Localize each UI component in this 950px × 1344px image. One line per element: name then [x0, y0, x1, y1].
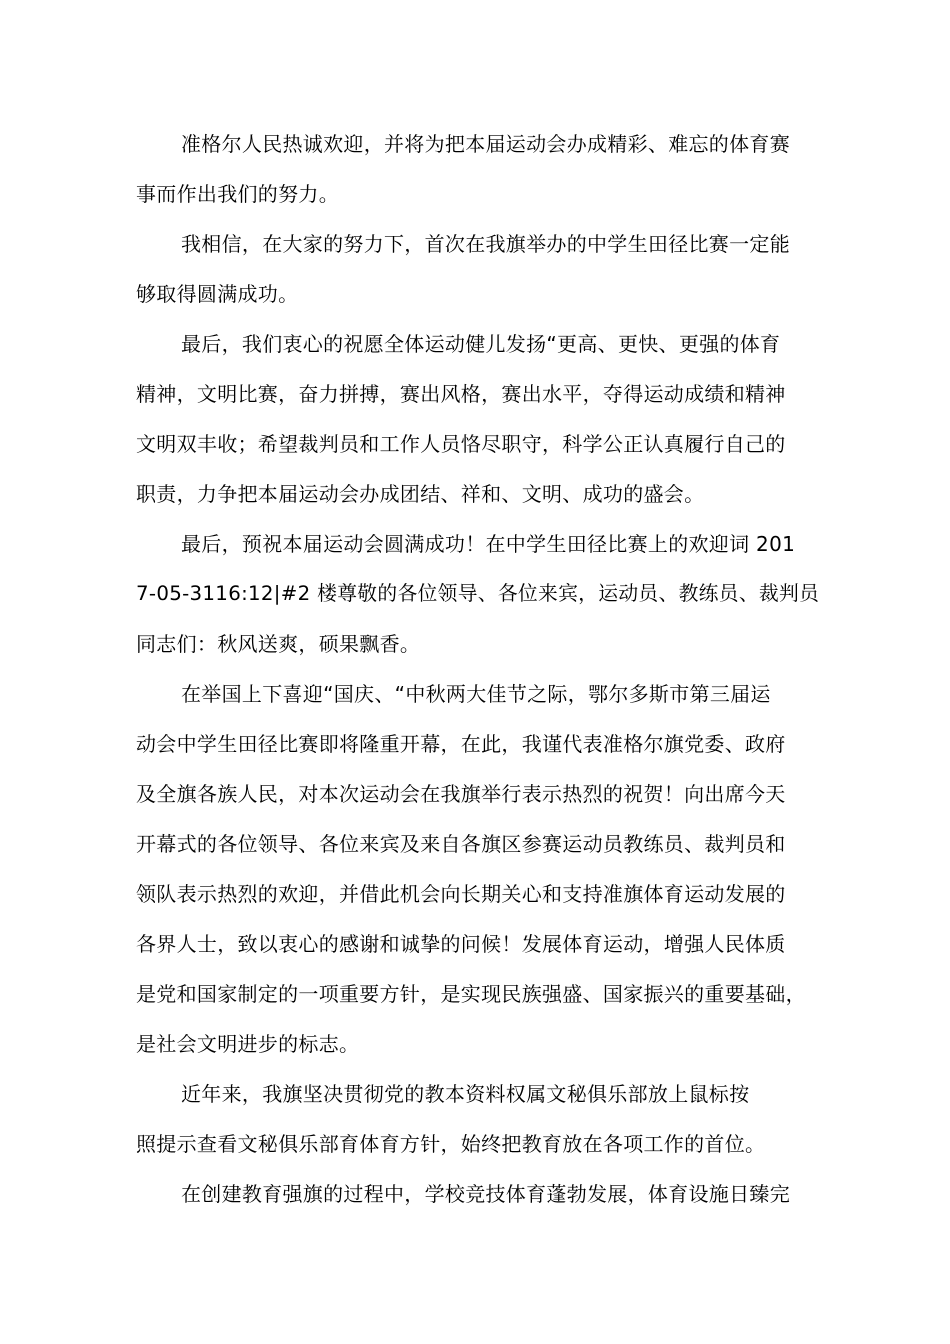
text-line: 是党和国家制定的一项重要方针，是实现民族强盛、国家振兴的重要基础， [136, 982, 806, 1006]
text-line: 领队表示热烈的欢迎，并借此机会向长期关心和支持准旗体育运动发展的 [136, 882, 786, 906]
text-line: 我相信，在大家的努力下，首次在我旗举办的中学生田径比赛一定能 [181, 232, 790, 256]
text-line: 照提示查看文秘俱乐部育体育方针，始终把教育放在各项工作的首位。 [136, 1132, 766, 1156]
text-line: 各界人士，致以衷心的感谢和诚挚的问候！发展体育运动，增强人民体质 [136, 932, 786, 956]
text-line: 在创建教育强旗的过程中，学校竞技体育蓬勃发展，体育设施日臻完 [181, 1182, 790, 1206]
text-line: 最后，预祝本届运动会圆满成功！在中学生田径比赛上的欢迎词 201 [181, 532, 796, 556]
text-line: 动会中学生田径比赛即将隆重开幕，在此，我谨代表准格尔旗党委、政府 [136, 732, 786, 756]
text-line: 最后，我们衷心的祝愿全体运动健儿发扬“更高、更快、更强的体育 [181, 332, 781, 356]
text-line: 7-05-3116:12|#2 楼尊敬的各位领导、各位来宾，运动员、教练员、裁判员 [136, 582, 820, 605]
text-line: 及全旗各族人民，对本次运动会在我旗举行表示热烈的祝贺！向出席今天 [136, 782, 786, 806]
text-line: 事而作出我们的努力。 [136, 182, 339, 206]
text-line: 同志们：秋风送爽，硕果飘香。 [136, 632, 421, 656]
text-line: 是社会文明进步的标志。 [136, 1032, 360, 1056]
text-line: 文明双丰收；希望裁判员和工作人员恪尽职守，科学公正认真履行自己的 [136, 432, 786, 456]
text-line: 精神，文明比赛，奋力拼搏，赛出风格，赛出水平，夺得运动成绩和精神 [136, 382, 786, 406]
text-line: 够取得圆满成功。 [136, 282, 299, 306]
text-line: 准格尔人民热诚欢迎，并将为把本届运动会办成精彩、难忘的体育赛 [181, 132, 790, 156]
text-line: 开幕式的各位领导、各位来宾及来自各旗区参赛运动员教练员、裁判员和 [136, 832, 786, 856]
document-body [136, 119, 820, 1219]
text-line: 在举国上下喜迎“国庆、“中秋两大佳节之际，鄂尔多斯市第三届运 [181, 682, 771, 706]
text-line: 近年来，我旗坚决贯彻党的教本资料权属文秘俱乐部放上鼠标按 [181, 1082, 750, 1106]
text-line: 职责，力争把本届运动会办成团结、祥和、文明、成功的盛会。 [136, 482, 705, 506]
